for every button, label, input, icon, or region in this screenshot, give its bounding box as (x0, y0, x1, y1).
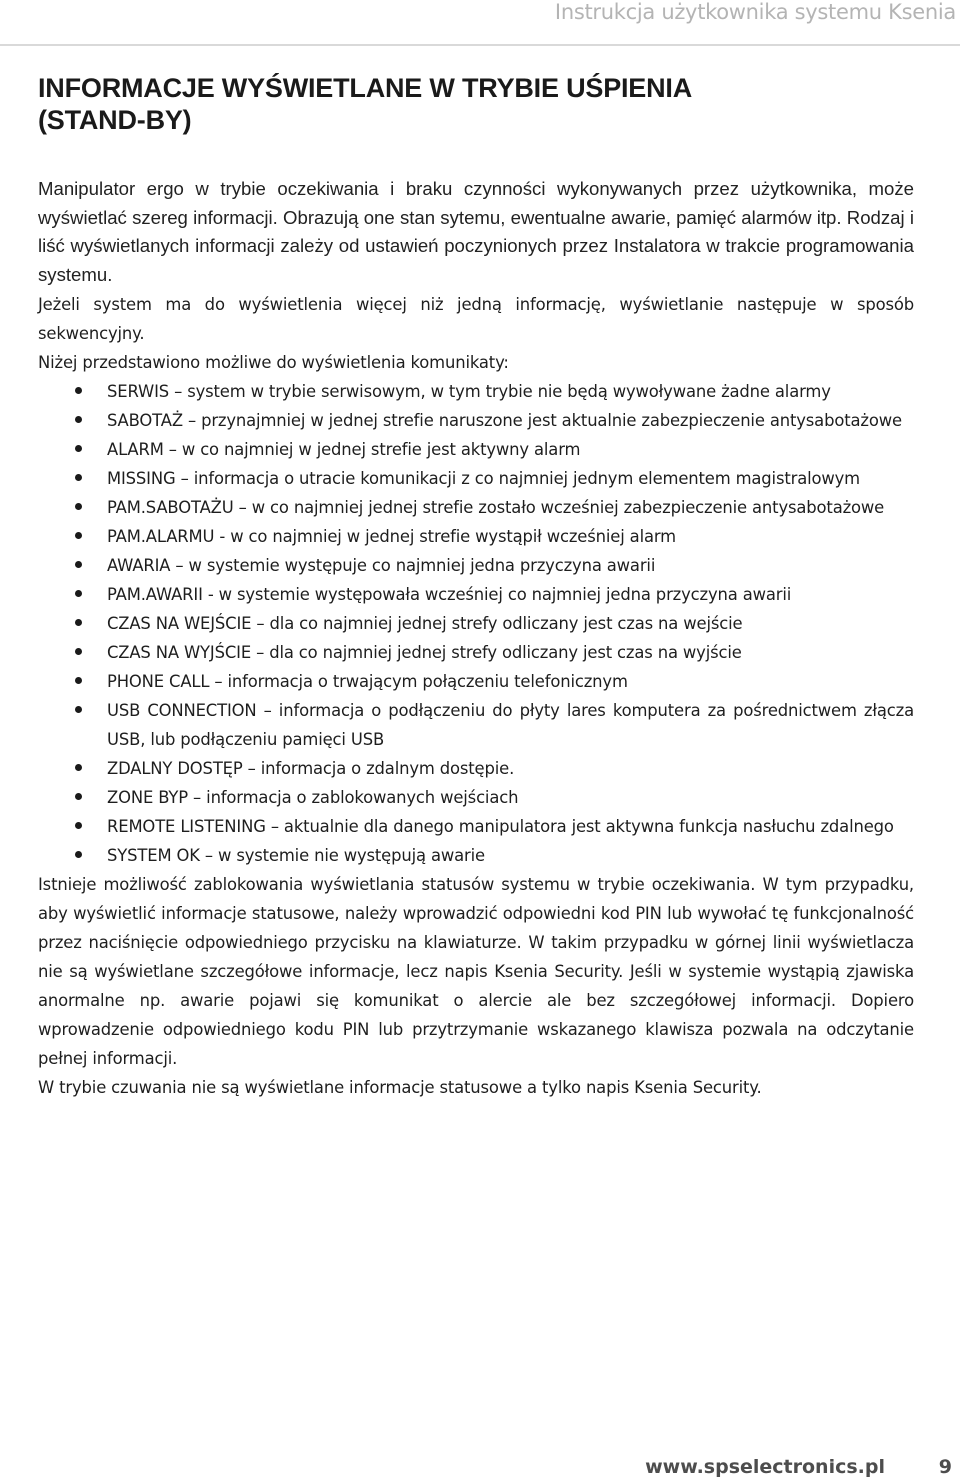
list-item-text: SYSTEM OK – w systemie nie występują awarie (107, 845, 485, 865)
list-item (38, 377, 914, 406)
list-item (38, 812, 914, 841)
list-item (38, 493, 914, 522)
list-item-text: PAM.AWARII - w systemie występowała wcześniej co najmniej jedna przyczyna awarii (107, 584, 792, 604)
bullet-icon (75, 474, 82, 481)
bullet-icon (75, 445, 82, 452)
footer-website-link[interactable]: www.spselectronics.pl (645, 1456, 885, 1478)
bullet-icon (75, 561, 82, 568)
list-item-text: USB CONNECTION – informacja o podłączeniu do płyty lares komputera za pośrednictwem złącza USB, lub podłączeniu pamięci USB (107, 700, 914, 749)
header-divider (0, 44, 960, 46)
list-item-text: ALARM – w co najmniej w jednej strefie jest aktywny alarm (107, 439, 581, 459)
page-number: 9 (938, 1456, 952, 1478)
bullet-icon (75, 764, 82, 771)
list-item (38, 435, 914, 464)
bullet-icon (75, 416, 82, 423)
section-title (38, 72, 914, 136)
list-item-text: SERWIS – system w trybie serwisowym, w tym trybie nie będą wywoływane żadne alarmy (107, 381, 831, 401)
bullet-icon (75, 648, 82, 655)
intro-paragraph: Manipulator ergo w trybie oczekiwania i braku czynności wykonywanych przez użytkownika, może wyświetlać szereg informacji. Obrazują one stan sytemu, ewentualne awarie, pamięć alarmów itp. Rodzaj i liść wyświetlanych informacji zależy od ustawień poczynionych przez Instalatora w trakcie programowania systemu. (38, 178, 914, 286)
list-item (38, 783, 914, 812)
bullet-icon (75, 503, 82, 510)
closing-paragraph: Istnieje możliwość zablokowania wyświetlania statusów systemu w trybie oczekiwania. W tym przypadku, aby wyświetlić informacje statusowe, należy wprowadzić odpowiedni kod PIN lub wywołać tę funkcjonalność przez naciśnięcie odpowiedniego przycisku na klawiaturze. W takim przypadku w górnej linii wyświetlacza nie są wyświetlane szczegółowe informacje, lecz napis Ksenia Security. Jeśli w systemie wystąpią zjawiska anormalne np. awarie pojawi się komunikat o alercie ale bez szczegółowej informacji. Dopiero wprowadzenie odpowiedniego kodu PIN lub przytrzymanie wskazanego klawisza pozwala na odczytanie pełnej informacji. (38, 874, 914, 1068)
bullet-icon (75, 822, 82, 829)
list-lead: Niżej przedstawiono możliwe do wyświetlenia komunikaty: (38, 352, 509, 372)
list-item (38, 580, 914, 609)
list-item-text: PAM.SABOTAŻU – w co najmniej jednej strefie zostało wcześniej zabezpieczenie antysabotażowe (107, 497, 885, 517)
bullet-icon (75, 590, 82, 597)
section-title-line-1: INFORMACJE WYŚWIETLANE W TRYBIE UŚPIENIA (38, 73, 693, 103)
running-header-title: Instrukcja użytkownika systemu Ksenia (554, 0, 956, 24)
list-item-text: ZONE BYP – informacja o zablokowanych wejściach (107, 787, 519, 807)
list-item-text: MISSING – informacja o utracie komunikacji z co najmniej jednym elementem magistralowym (107, 468, 861, 488)
list-item (38, 667, 914, 696)
list-item (38, 638, 914, 667)
status-messages-list (38, 377, 914, 870)
list-item (38, 464, 914, 493)
list-item-text: SABOTAŻ – przynajmniej w jednej strefie naruszone jest aktualnie zabezpieczenie antysabotażowe (107, 410, 902, 430)
list-item-text: PHONE CALL – informacja o trwającym połączeniu telefonicznym (107, 671, 628, 691)
intro-sequence-note: Jeżeli system ma do wyświetlenia więcej niż jedną informację, wyświetlanie następuje w sposób sekwencyjny. (38, 294, 914, 343)
list-item-text: CZAS NA WYJŚCIE – dla co najmniej jednej strefy odliczany jest czas na wyjście (107, 642, 742, 662)
body-text (38, 290, 914, 1102)
bullet-icon (75, 793, 82, 800)
final-line: W trybie czuwania nie są wyświetlane informacje statusowe a tylko napis Ksenia Security. (38, 1077, 762, 1097)
list-item-text: REMOTE LISTENING – aktualnie dla danego manipulatora jest aktywna funkcja nasłuchu zdalnego (107, 816, 894, 836)
list-item (38, 754, 914, 783)
bullet-icon (75, 677, 82, 684)
list-item (38, 406, 914, 435)
bullet-icon (75, 532, 82, 539)
bullet-icon (75, 387, 82, 394)
bullet-icon (75, 851, 82, 858)
section-title-line-2: (STAND-BY) (38, 105, 192, 135)
list-item-text: PAM.ALARMU - w co najmniej w jednej strefie wystąpił wcześniej alarm (107, 526, 676, 546)
list-item (38, 551, 914, 580)
page-content (38, 72, 914, 1102)
list-item (38, 841, 914, 870)
bullet-icon (75, 619, 82, 626)
list-item (38, 609, 914, 638)
list-item-text: ZDALNY DOSTĘP – informacja o zdalnym dostępie. (107, 758, 515, 778)
list-item-text: AWARIA – w systemie występuje co najmniej jedna przyczyna awarii (107, 555, 656, 575)
list-item (38, 522, 914, 551)
list-item (38, 696, 914, 754)
list-item-text: CZAS NA WEJŚCIE – dla co najmniej jednej strefy odliczany jest czas na wejście (107, 613, 743, 633)
bullet-icon (75, 706, 82, 713)
